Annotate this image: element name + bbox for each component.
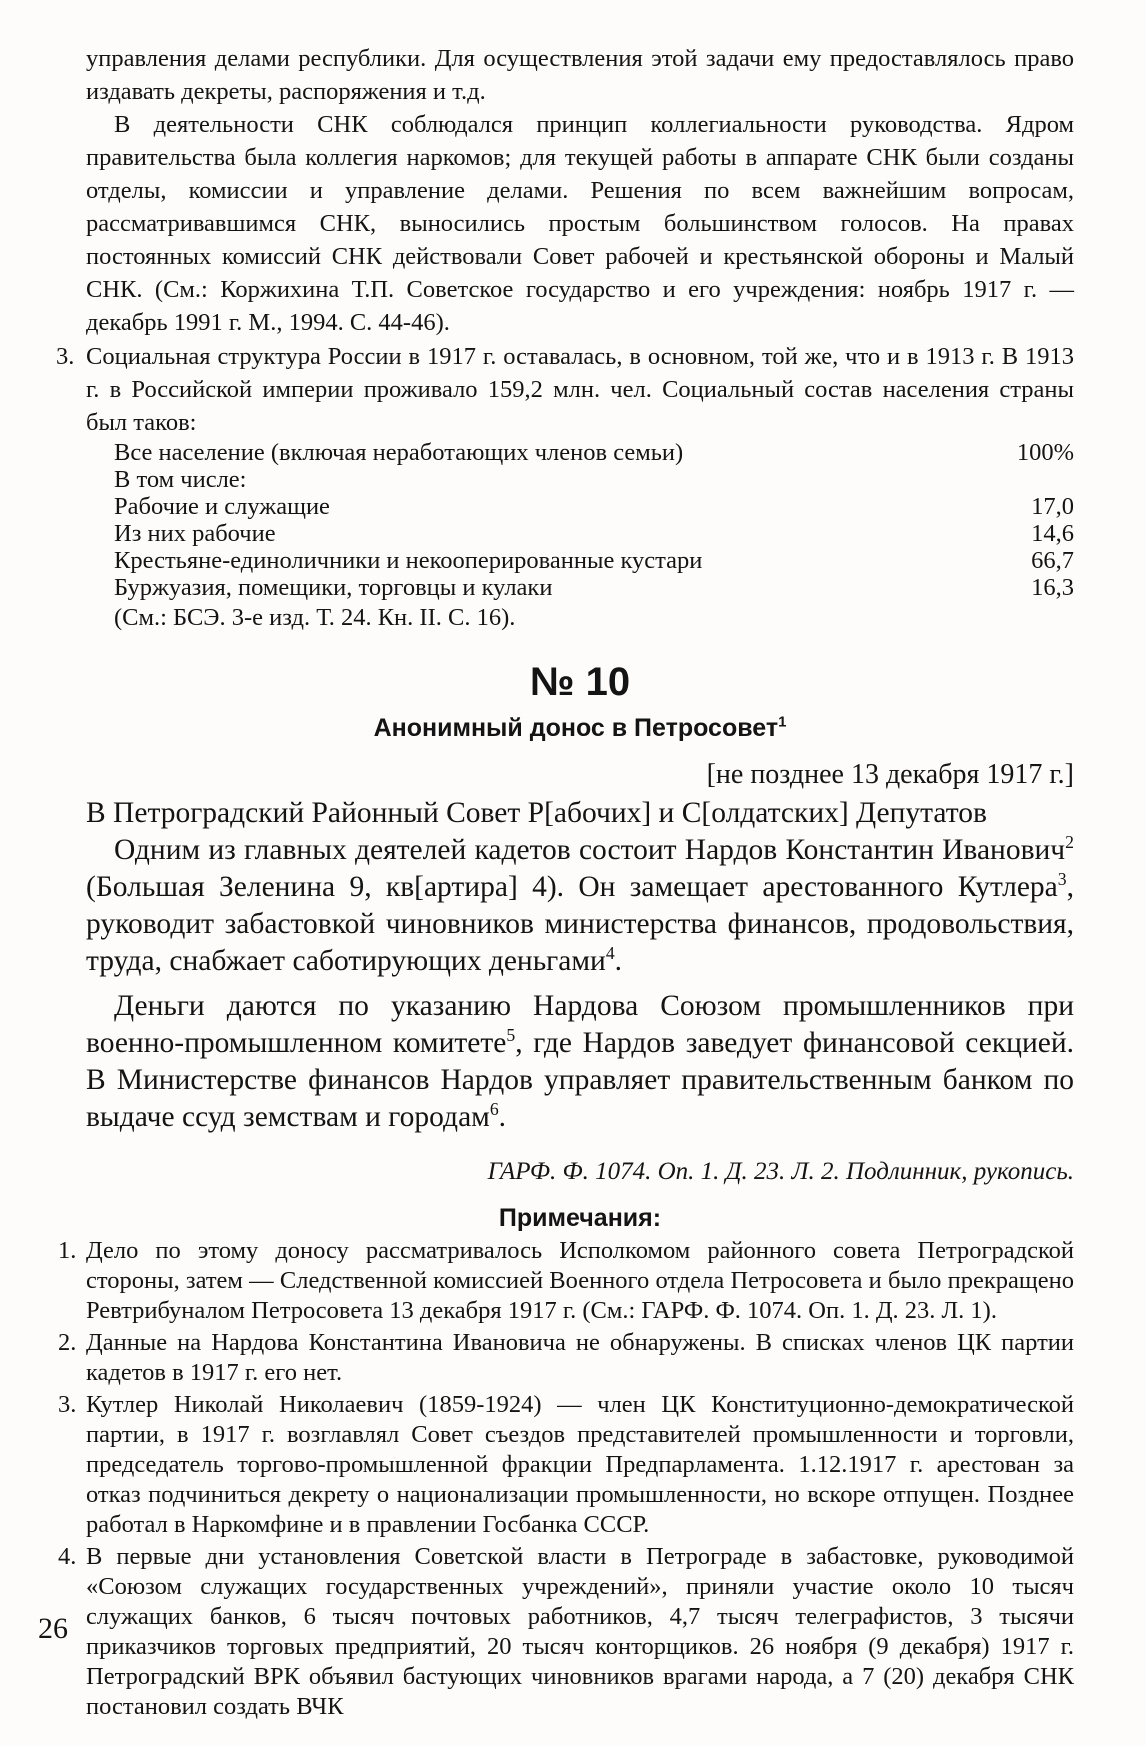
document-number: № 10: [529, 660, 631, 704]
footnote-1: [58, 1236, 1074, 1326]
body-text: Деньги даются по указанию Нардова Союзом промышленников при военно-промышленном комитете: [86, 990, 1074, 1059]
stats-row: [114, 574, 1074, 601]
stats-value: 16,3: [1031, 574, 1074, 601]
intro-paragraph-1: управления делами республики. Для осуществления этой задачи ему предоставлялось право издавать декреты, распоряжения и т.д.: [86, 45, 1074, 105]
stats-source: (См.: БСЭ. 3-е изд. Т. 24. Кн. II. С. 16).: [114, 604, 516, 631]
note-3-text: Социальная структура России в 1917 г. оставалась, в основном, той же, что и в 1913 г. В 1913 г. в Российской империи проживало 159,2 млн. чел. Социальный состав населения страны был таков:: [86, 343, 1074, 436]
body-text: (Большая Зеленина 9, кв[артира] 4). Он замещает арестованного Кутлера: [86, 871, 1058, 903]
stats-value: 14,6: [1031, 520, 1074, 547]
footnote-ref[interactable]: 3: [1057, 869, 1067, 890]
footnote-ref[interactable]: 6: [489, 1099, 499, 1120]
stats-label: Крестьяне-единоличники и некооперированные кустари: [114, 547, 703, 574]
stats-value: 17,0: [1031, 493, 1074, 520]
document-title-text: Анонимный донос в Петросовет: [373, 714, 779, 742]
body-text: Одним из главных деятелей кадетов состоит Нардов Константин Иванович: [114, 834, 1066, 866]
stats-row: [114, 439, 1074, 466]
stats-label: Из них рабочие: [114, 520, 276, 547]
footnote-number: 1.: [58, 1237, 77, 1264]
footnote-4: [58, 1542, 1074, 1722]
footnote-number: 3.: [58, 1391, 77, 1418]
body-text: , руководит забастовкой чиновников министерства финансов, продовольствия, труда, снабжает саботирующих деньгами: [86, 871, 1074, 977]
body-text: .: [498, 1101, 507, 1133]
footnote-text: Дело по этому доносу рассматривалось Исполкомом районного совета Петроградской стороны, затем — Следственной комиссией Военного отдела Петросовета и было прекращено Ревтрибуналом Петросовета 13 декабря 1917 г. (См.: ГАРФ. Ф. 1074. Оп. 1. Д. 23. Л. 1).: [86, 1237, 1074, 1324]
footnote-text: Кутлер Николай Николаевич (1859-1924) — член ЦК Конституционно-демократической партии, в 1917 г. возглавлял Совет съездов представителей промышленности и торговли, председатель торгово-промышленной фракции Предпарламента. 1.12.1917 г. арестован за отказ подчиниться декрету о национализации промышленности, но вскоре отпущен. Позднее работал в Наркомфине и в правлении Госбанка СССР.: [86, 1391, 1074, 1538]
page-number: 26: [38, 1612, 68, 1645]
footnote-ref[interactable]: 4: [605, 943, 615, 964]
footnote-number: 2.: [58, 1329, 77, 1356]
stats-value: 100%: [1016, 439, 1074, 466]
document-date: [не позднее 13 декабря 1917 г.]: [706, 759, 1074, 790]
stats-row: [114, 466, 1074, 493]
page-content: [56, 42, 1074, 1722]
footnote-2: [58, 1328, 1074, 1388]
stats-label: Буржуазия, помещики, торговцы и кулаки: [114, 574, 553, 601]
stats-value: [1004, 466, 1074, 493]
stats-row: [114, 493, 1074, 520]
stats-label: В том числе:: [114, 466, 247, 493]
body-paragraph-2: [86, 988, 1074, 1136]
footnote-ref[interactable]: 2: [1065, 832, 1074, 853]
stats-label: Все население (включая неработающих членов семьи): [114, 439, 684, 466]
footnote-text: Данные на Нардова Константина Ивановича не обнаружены. В списках членов ЦК партии кадетов в 1917 г. его нет.: [86, 1329, 1074, 1386]
intro-paragraph-2: В деятельности СНК соблюдался принцип коллегиальности руководства. Ядром правительства была коллегия наркомов; для текущей работы в аппарате СНК были созданы отделы, комиссии и управление делами. Решения по всем важнейшим вопросам, рассматривавшимся СНК, выносились простым большинством голосов. На правах постоянных комиссий СНК действовали Совет рабочей и крестьянской обороны и Малый СНК. (См.: Коржихина Т.П. Советское государство и его учреждения: ноябрь 1917 г. — декабрь 1991 г. М., 1994. С. 44-46).: [86, 111, 1074, 336]
population-stats-table: [114, 439, 1074, 601]
footnote-number: 4.: [58, 1543, 77, 1570]
footnote-3: [58, 1390, 1074, 1540]
archive-reference: ГАРФ. Ф. 1074. Оп. 1. Д. 23. Л. 2. Подлинник, рукопись.: [487, 1158, 1074, 1185]
document-title: [86, 714, 1074, 743]
note-3-number: 3.: [56, 343, 75, 370]
stats-label: Рабочие и служащие: [114, 493, 330, 520]
notes-heading: Примечания:: [498, 1204, 662, 1232]
note-3-entry: [56, 340, 1074, 439]
footnote-ref[interactable]: 1: [778, 713, 787, 731]
document-addressee: В Петроградский Районный Совет Р[абочих] и С[олдатских] Депутатов: [86, 797, 987, 829]
body-text: .: [614, 945, 623, 977]
stats-value: 66,7: [1031, 547, 1074, 574]
stats-row: [114, 547, 1074, 574]
stats-row: [114, 520, 1074, 547]
footnote-text: В первые дни установления Советской власти в Петрограде в забастовке, руководимой «Союзом служащих государственных учреждений», приняли участие около 10 тысяч служащих банков, 6 тысяч почтовых работников, 4,7 тысяч телеграфистов, 3 тысячи приказчиков торговых предприятий, 20 тысяч конторщиков. 26 ноября (9 декабря) 1917 г. Петроградский ВРК объявил бастующих чиновников врагами народа, а 7 (20) декабря СНК постановил создать ВЧК: [86, 1543, 1074, 1720]
footnote-ref[interactable]: 5: [506, 1025, 516, 1046]
body-text: , где Нардов заведует финансовой секцией. В Министерстве финансов Нардов управляет правительственным банком по выдаче ссуд земствам и городам: [86, 1027, 1074, 1133]
body-paragraph-1: [86, 832, 1074, 980]
